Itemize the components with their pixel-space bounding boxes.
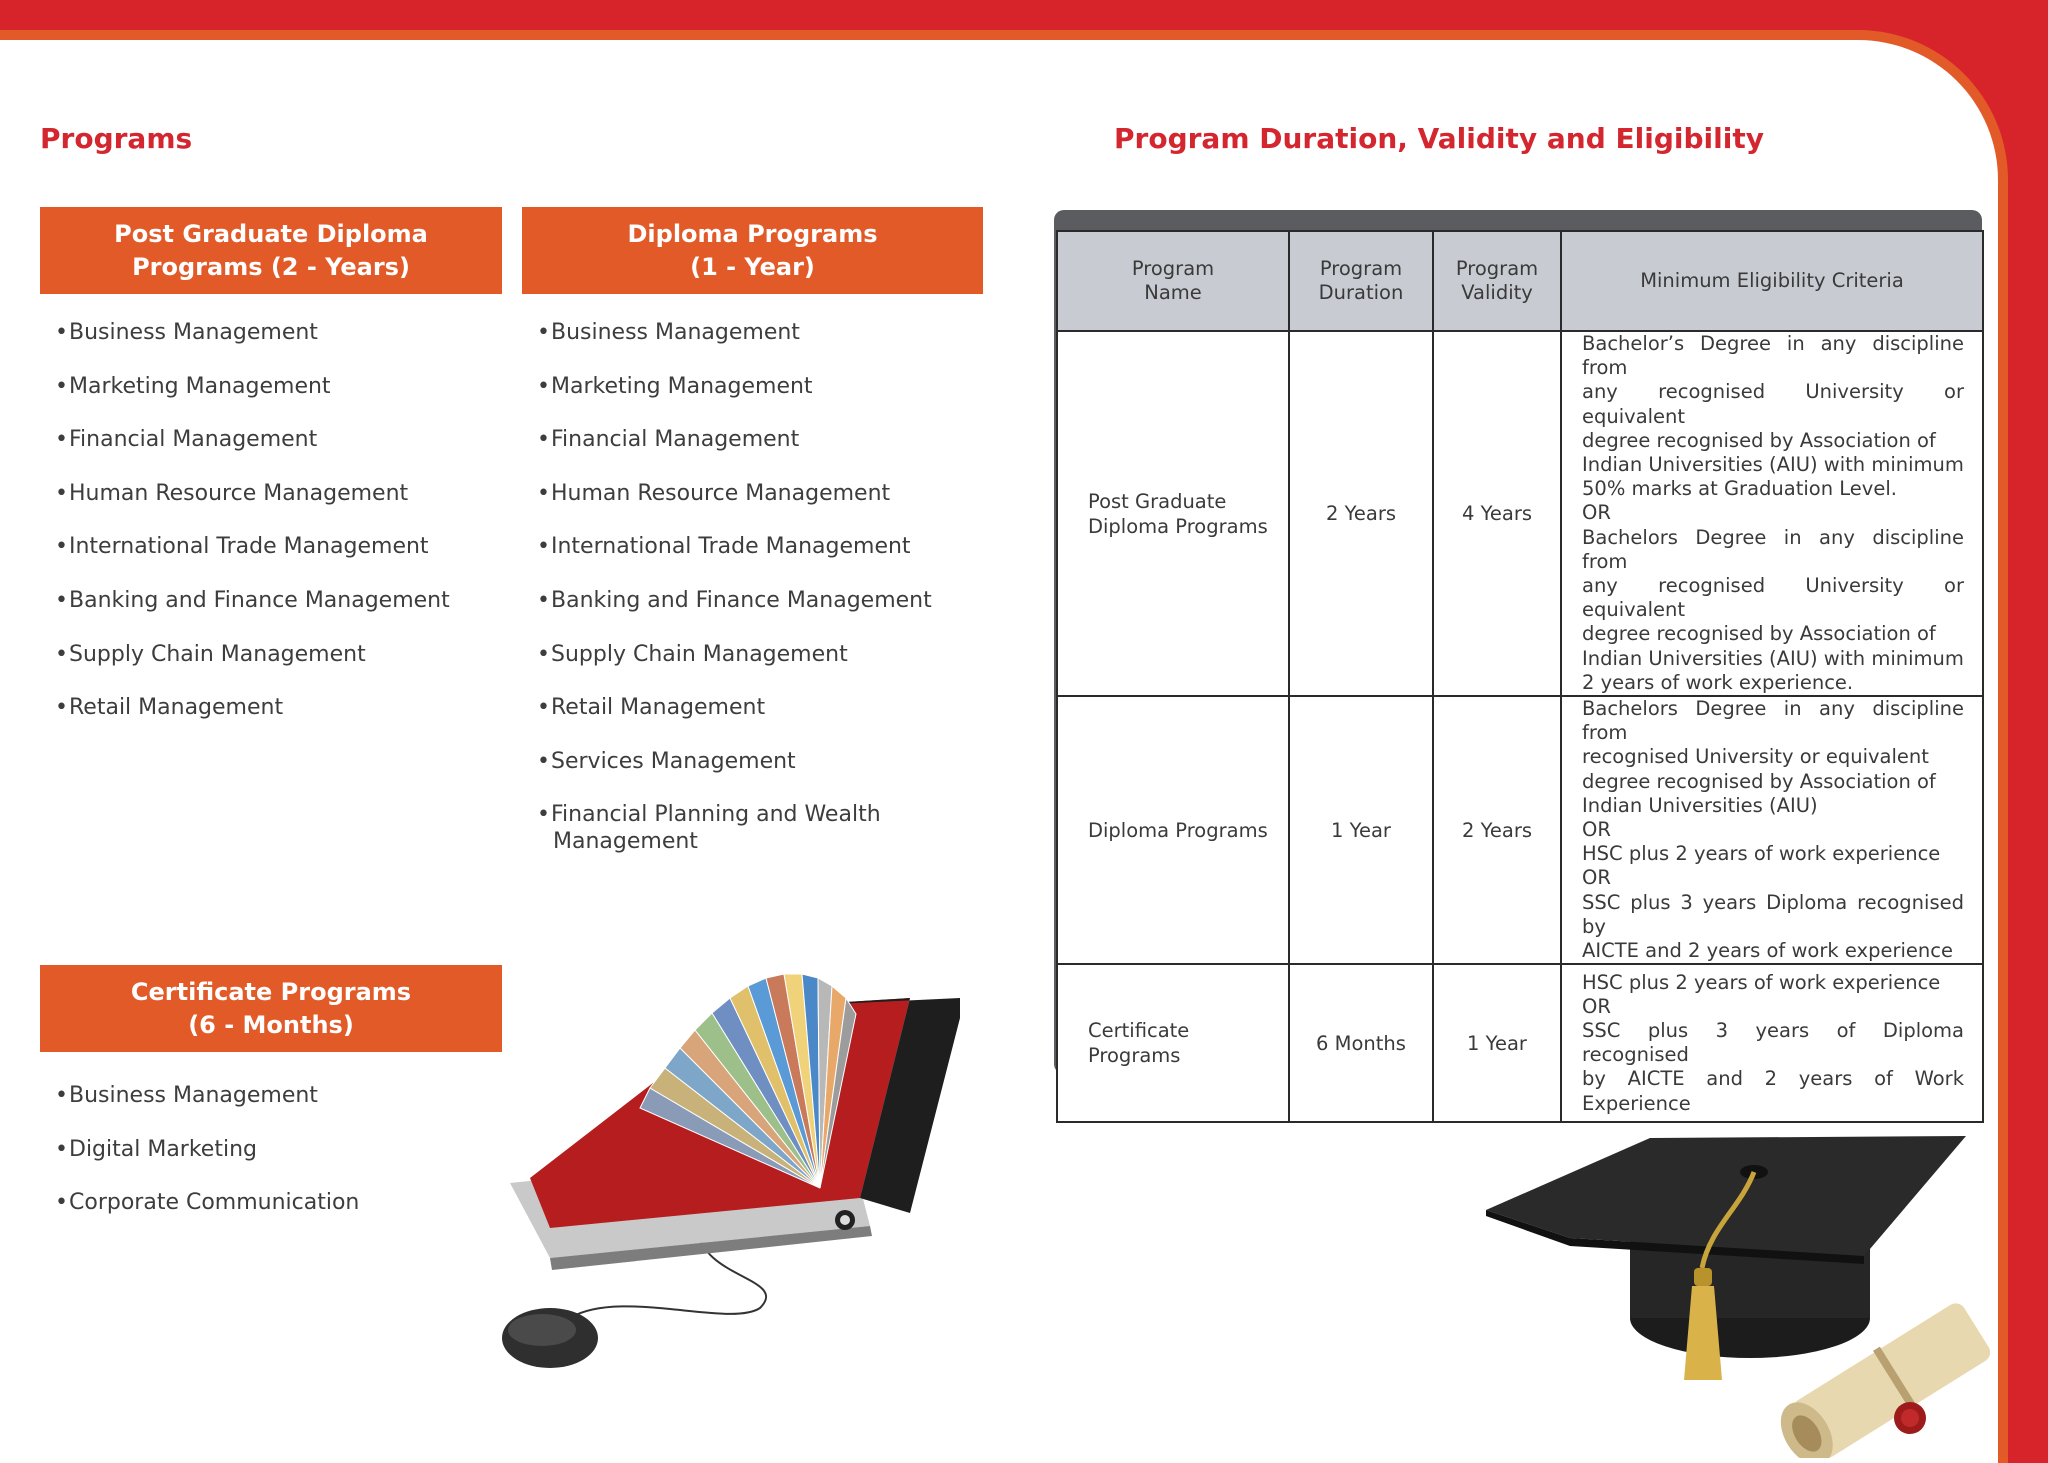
- list-item: • Business Management: [522, 319, 992, 346]
- criteria-line: SSC plus 3 years Diploma recognised by: [1582, 890, 1964, 938]
- column-header-line2: Name: [1144, 281, 1202, 304]
- table-row: [1057, 696, 1983, 964]
- diploma-program-list: [522, 319, 992, 882]
- criteria-line: SSC plus 3 years of Diploma recognised: [1582, 1019, 1964, 1067]
- criteria-line: any recognised University or equivalent: [1582, 574, 1964, 622]
- list-item: • International Trade Management: [40, 533, 510, 560]
- pgd-heading-line2: Programs (2 - Years): [132, 252, 410, 281]
- column-header-line2: Duration: [1318, 281, 1404, 304]
- programs-title: Programs: [40, 122, 193, 155]
- pgd-program-list: [40, 319, 510, 748]
- program-validity-cell: 2 Years: [1433, 696, 1561, 964]
- list-item: • International Trade Management: [522, 533, 992, 560]
- criteria-line: Bachelor’s Degree in any discipline from: [1582, 332, 1964, 380]
- criteria-line: 50% marks at Graduation Level.: [1582, 477, 1897, 501]
- eligibility-criteria-cell: [1561, 964, 1983, 1122]
- table-row: [1057, 331, 1983, 696]
- criteria-line: HSC plus 2 years of work experience: [1582, 970, 1941, 994]
- eligibility-title: Program Duration, Validity and Eligibility: [1114, 122, 1764, 155]
- eligibility-criteria-cell: [1561, 331, 1983, 696]
- eligibility-table: [1056, 230, 1984, 1123]
- table-row: [1057, 964, 1983, 1122]
- list-item: • Human Resource Management: [522, 480, 992, 507]
- laptop-with-books-illustration: [490, 958, 970, 1378]
- table-header-row: [1057, 231, 1983, 331]
- criteria-line: AICTE and 2 years of work experience: [1582, 939, 1953, 963]
- program-validity-cell: 1 Year: [1433, 964, 1561, 1122]
- criteria-line: Bachelors Degree in any discipline from: [1582, 697, 1964, 745]
- criteria-line: 2 years of work experience.: [1582, 670, 1854, 694]
- program-name-cell: [1057, 696, 1289, 964]
- column-header-line1: Program: [1455, 257, 1539, 280]
- criteria-line: Indian Universities (AIU) with minimum: [1582, 453, 1964, 477]
- program-name-line1: Certificate: [1088, 1019, 1190, 1043]
- list-item: • Retail Management: [522, 694, 992, 721]
- criteria-line: degree recognised by Association of: [1582, 622, 1936, 646]
- eligibility-criteria-cell: [1561, 696, 1983, 964]
- graduation-cap-and-diploma-illustration: [1470, 1118, 2010, 1458]
- program-duration-cell: 1 Year: [1289, 696, 1433, 964]
- program-name-line2: Diploma Programs: [1088, 514, 1268, 538]
- criteria-line: Indian Universities (AIU): [1582, 793, 1818, 817]
- program-name-line2: Programs: [1088, 1044, 1181, 1068]
- list-item: • Financial Management: [40, 426, 510, 453]
- diploma-heading-line2: (1 - Year): [690, 252, 815, 281]
- diploma-heading-line1: Diploma Programs: [627, 219, 878, 248]
- column-header: [1289, 231, 1433, 331]
- criteria-line: OR: [1582, 866, 1611, 890]
- list-item-line2: Management: [553, 829, 698, 855]
- list-item: • Human Resource Management: [40, 480, 510, 507]
- column-header: [1057, 231, 1289, 331]
- list-item: • Business Management: [40, 319, 510, 346]
- criteria-line: OR: [1582, 994, 1611, 1018]
- pgd-heading: [40, 207, 502, 294]
- column-header: [1433, 231, 1561, 331]
- criteria-line: HSC plus 2 years of work experience: [1582, 842, 1941, 866]
- program-duration-cell: 2 Years: [1289, 331, 1433, 696]
- column-header-line1: Program: [1319, 257, 1403, 280]
- program-validity-cell: 4 Years: [1433, 331, 1561, 696]
- program-name-line1: Post Graduate: [1088, 489, 1227, 513]
- criteria-line: by AICTE and 2 years of Work Experience: [1582, 1067, 1964, 1115]
- list-item: • Services Management: [522, 748, 992, 775]
- list-item: • Banking and Finance Management: [522, 587, 992, 614]
- criteria-line: degree recognised by Association of: [1582, 428, 1936, 452]
- program-name-cell: [1057, 964, 1289, 1122]
- list-item: [522, 801, 992, 855]
- list-item: • Financial Management: [522, 426, 992, 453]
- criteria-line: recognised University or equivalent: [1582, 745, 1929, 769]
- pgd-heading-line1: Post Graduate Diploma: [114, 219, 428, 248]
- list-item: • Supply Chain Management: [522, 641, 992, 668]
- certificate-heading-line2: (6 - Months): [188, 1010, 354, 1039]
- criteria-line: Indian Universities (AIU) with minimum: [1582, 646, 1964, 670]
- list-item: • Banking and Finance Management: [40, 587, 510, 614]
- program-name-cell: [1057, 331, 1289, 696]
- column-header-line1: Minimum Eligibility Criteria: [1640, 269, 1904, 292]
- column-header-line2: Validity: [1461, 281, 1533, 304]
- diploma-heading: [522, 207, 983, 294]
- list-item: • Marketing Management: [522, 373, 992, 400]
- list-item: • Digital Marketing: [40, 1136, 510, 1163]
- list-item-line1: • Financial Planning and Wealth: [551, 802, 881, 828]
- list-item: • Supply Chain Management: [40, 641, 510, 668]
- criteria-line: OR: [1582, 818, 1611, 842]
- program-duration-cell: 6 Months: [1289, 964, 1433, 1122]
- criteria-line: OR: [1582, 501, 1611, 525]
- list-item: • Corporate Communication: [40, 1189, 510, 1216]
- program-name-line1: Diploma Programs: [1088, 818, 1268, 842]
- list-item: • Retail Management: [40, 694, 510, 721]
- criteria-line: degree recognised by Association of: [1582, 769, 1936, 793]
- certificate-heading: [40, 965, 502, 1052]
- list-item: • Marketing Management: [40, 373, 510, 400]
- certificate-heading-line1: Certificate Programs: [130, 977, 412, 1006]
- column-header-line1: Program: [1131, 257, 1215, 280]
- column-header: [1561, 231, 1983, 331]
- criteria-line: Bachelors Degree in any discipline from: [1582, 525, 1964, 573]
- list-item: • Business Management: [40, 1082, 510, 1109]
- criteria-line: any recognised University or equivalent: [1582, 380, 1964, 428]
- certificate-program-list: [40, 1082, 510, 1243]
